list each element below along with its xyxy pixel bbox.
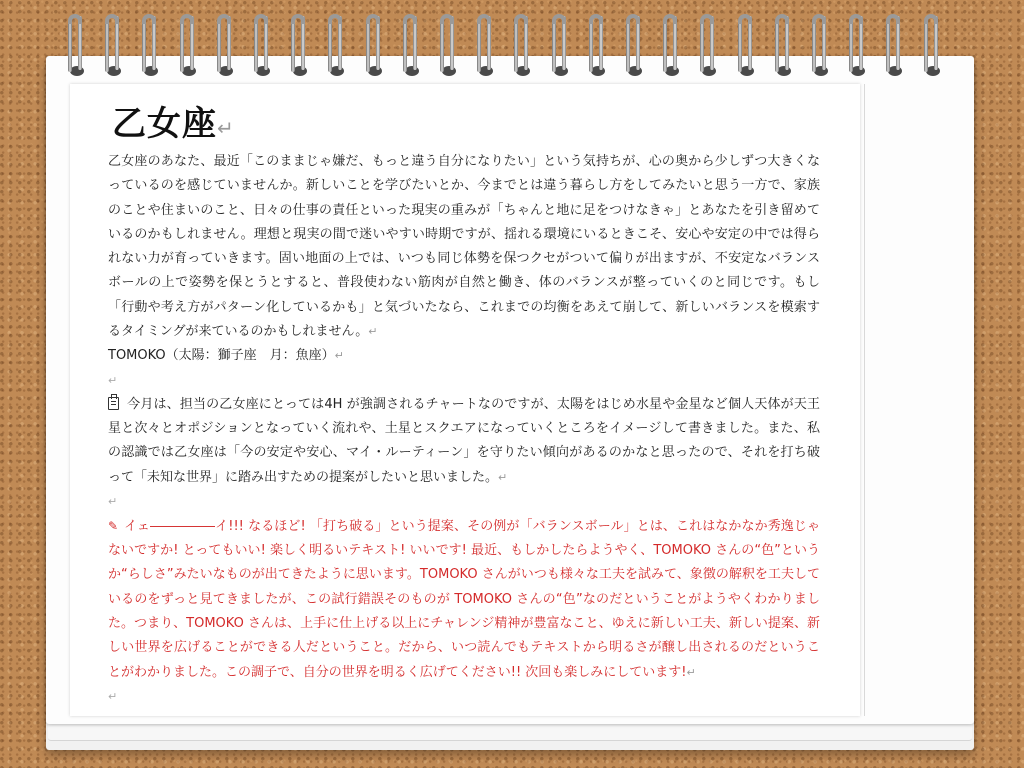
page-title [112,96,235,145]
binding-ring [475,14,497,76]
signature-text: TOMOKO（太陽：獅子座 月：魚座） [108,348,335,364]
clipboard-icon [108,397,119,410]
paragraph-mark: ↵ [334,349,344,363]
empty-paragraph: ↵ [108,373,118,387]
binding-ring [884,14,906,76]
pencil-icon: ✎ [108,518,119,533]
binding-ring [922,14,944,76]
binding-ring [847,14,869,76]
paragraph-mark: ↵ [686,665,696,679]
page-margin-line [864,84,865,716]
paragraph-mark: ↵ [217,116,235,140]
feedback-text: イェ―――――イ!!! なるほど! 「打ち破る」という提案、その例が「バランスボール」とは、これはなかなか秀逸じゃないですか! とってもいい! 楽しく明るいテキスト! いいです! 最近、もしかしたらようやく、TOMOKO さんの“色”というか“らしさ”みたいなものが出てきたように思います。TOMOKO さんがいつも様々な工夫を試みて、象徴の解釈を工夫しているのをずっと見てきましたが、この試行錯誤そのものが TOMOKO さんの“色”なのだということがようやくわかりました。つまり、TOMOKO さんは、上手に仕上げる以上にチャレンジ精神が豊富なこと、ゆえに新しい工夫、新しい提案、新しい世界を広げることができる人だということ。だから、いつ読んでもテキストから明るさが醸し出されるのだということがわかりました。この調子で、自分の世界を明るく広げてください!! 次回も楽しみにしています! [108,518,820,680]
binding-ring [66,14,88,76]
intro-text: 乙女座のあなた、最近「このままじゃ嫌だ、もっと違う自分になりたい」という気持ちが、心の奥から少しずつ大きくなっているのを感じていませんか。新しいことを学びたいとか、今までとは違う暮らし方をしてみたいと思う一方で、家族のことや住まいのこと、日々の仕事の責任といった現実の重みが「ちゃんと地に足をつけなきゃ」とあなたを引き留めているのかもしれません。理想と現実の間で迷いやすい時期ですが、揺れる環境にいるときこそ、安心や安定の中では得られない力が育っていきます。固い地面の上では、いつも同じ体勢を保つクセがついて偏りが出ますが、不安定なバランスボールの上で姿勢を保とうとすると、普段使わない筋肉が自然と働き、体のバランスが整っていくのと同じです。もし「行動や考え方がパターン化しているかも」と気づいたなら、これまでの均衡をあえて崩して、新しいバランスを模索するタイミングが来ているのかもしれません。 [108,154,820,340]
binding-ring [773,14,795,76]
document-body [108,150,820,709]
binding-ring [103,14,125,76]
binding-ring [364,14,386,76]
spiral-binding [60,14,960,84]
binding-ring [289,14,311,76]
binding-ring [326,14,348,76]
paragraph-mark: ↵ [368,325,378,339]
binding-ring [215,14,237,76]
binding-ring [624,14,646,76]
title-text: 乙女座 [112,104,217,144]
intro-paragraph [108,150,820,344]
binding-ring [401,14,423,76]
feedback-paragraph [108,514,820,685]
binding-ring [587,14,609,76]
binding-ring [252,14,274,76]
binding-ring [736,14,758,76]
empty-paragraph: ↵ [108,494,118,508]
binding-ring [438,14,460,76]
binding-ring [178,14,200,76]
binding-ring [810,14,832,76]
note-text: 今月は、担当の乙女座にとっては4H が強調されるチャートなのですが、太陽をはじめ水星や金星など個人天体が天王星と次々とオポジションとなっていく流れや、土星とスクエアになっていくところをイメージして書きました。また、私の認識では乙女座は「今の安定や安心、マイ・ルーティーン」を守りたい傾向があるのかなと思ったので、それを打ち破って「未知な世界」に踏み出すための提案がしたいと思いました。 [108,396,820,485]
binding-ring [550,14,572,76]
author-signature [108,344,820,368]
note-paragraph [108,393,820,490]
empty-paragraph: ↵ [108,689,118,703]
binding-ring [661,14,683,76]
binding-ring [698,14,720,76]
binding-ring [140,14,162,76]
binding-ring [512,14,534,76]
paragraph-mark: ↵ [498,470,508,484]
